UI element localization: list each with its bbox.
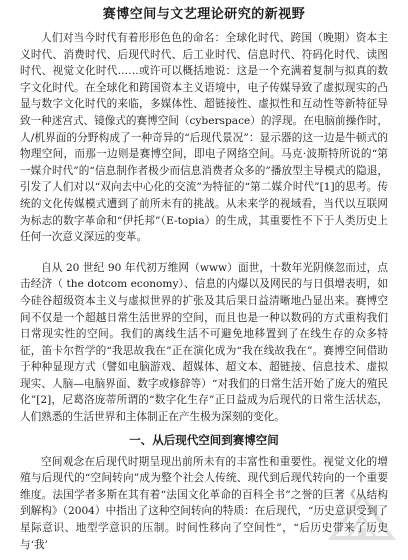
body-paragraph-2: 自从 20 世纪 90 年代初万维网（www）面世，十数年光阴倏忽而过，点击经济（ the dotcom economy）、信息的内爆以及网民的与日俱增表明，如今硅谷超级资本主义与虚拟世界的扩张及其后果日益清晰地凸显出来。赛博空间不仅是一个超越日常生活世界的空间，而且也是一种以数码的方式重构我们日常现实性的空间。我们的离线生活不可避免地移置到了在线生存的众多特征，笛卡尔哲学的“我思故我在”正在演化成为“我在线故我在”。赛博空间借助于种种显现方式（譬如电脑游戏、超媒体、超文本、超链接、信息技术、虚拟现实、人脑—电脑界面、数字或修辞等）“对我们的日常生活开始了庞大的殖民化”[2]，尼葛洛庞蒂所谓的“数字化生存”正日益成为后现代的日常生活状态，人们熟悉的生活世界和主体制正在产生极为深刻的变化。 <box>20 261 388 424</box>
paragraph-spacer <box>20 246 388 260</box>
document-title: 赛博空间与文艺理论研究的新视野 <box>102 7 306 22</box>
body-paragraph-1: 人们对当今时代有着形形色色的命名：全球化时代、跨国（晚期）资本主义时代、消费时代、后现代时代、后工业时代、信息时代、符码化时代、读图时代、视觉文化时代……或许可以概括地说：这是一个充满着复制与拟真的数字文化时代。在全球化和跨国资本主义语境中，电子传媒导致了虚拟现实的凸显与数字文化时代的来临，多媒体性、超链接性、虚拟性和互动性等新特征导致一种迷宫式、镜像式的赛博空间（cyberspace）的浮现。在电脑前操作时，人/机界面的分野构成了一种奇异的“后现代景况”：显示器的这一边是牛顿式的物理空间，而那一边则是赛博空间，即电子网络空间。马克·波斯特所说的“第一媒介时代”的“信息制作者极少而信息消费者众多的”播放型主导模式的隐退，引发了人们对以“双向去中心化的交流”为特征的“第二媒介时代”[1]的思考。传统的文化传媒模式遭到了前所未有的挑战。从未来学的视域看，当代以互联网为标志的数字革命和“伊托邦”（E-topia）的生成，其重要性不下于人类历史上任何一次意义深远的变革。 <box>20 32 388 244</box>
section-paragraph: 空间观念在后现代时期呈现出前所未有的丰富性和重要性。视觉文化的增殖与后现代的“空间转向”成为整个社会人传统、现代到后现代转向的一个重要维度。法国学者多斯在其有着“法国文化革命的百科全书”之誉的巨著《从结构到解构》（2004）中指出了这种空间转向的特质：在后现代，“历史意识受到了星际意识、地型学意识的压制。时间性移向了空间性”，“后历史带来了历史与‘我’ <box>20 455 388 551</box>
section-heading: 一、从后现代空间到赛博空间 <box>129 432 279 447</box>
site-logo-watermark-icon <box>322 488 402 548</box>
